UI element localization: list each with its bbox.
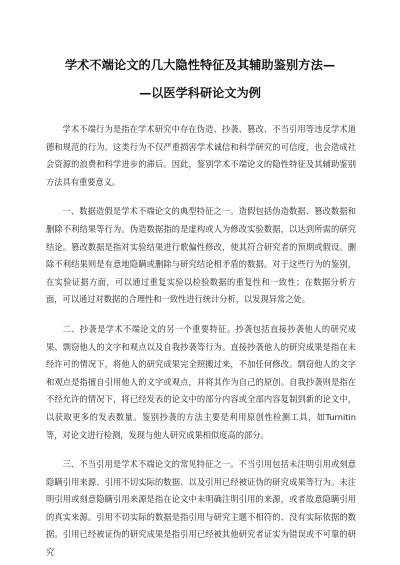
title-line-2: —以医学科研论文为例 bbox=[139, 86, 261, 100]
document-body bbox=[46, 121, 356, 562]
paragraph-improper-citation: 三、不当引用是学术不端论文的常见特征之一。不当引用包括未注明引用或刻意隐瞒引用来源、引用不切实际的数据、以及引用已经被证伪的研究成果等行为。未注明引用或刻意隐瞒引用来源是指在论文中未明确注明引用的来源，或者故意隐瞒引用的真实来源。引用不切实际的数据是指引用与研究主题不相符的、没有实际依据的数据。引用已经被证伪的研究成果是指引用已经被其他研究者证实为错误或不可靠的研究 bbox=[46, 459, 356, 558]
paragraph-plagiarism: 二、抄袭是学术不端论文的另一个重要特征。抄袭包括直接抄袭他人的研究成果、剽窃他人的文字和观点以及自我抄袭等行为。直接抄袭他人的研究成果是指在未经许可的情况下，将他人的研究成果完全照搬过来，不加任何修改。剽窃他人的文字和观点是指擅自引用他人的文字或观点，并将其作为自己的原创。自我抄袭则是指在不经允许的情况下，将已经发表的论文中的部分内容或全部内容复制到新的论文中，以获取更多的发表数量。鉴别抄袭的方法主要是利用原创性检测工具，如Turnitin 等，对论文进行检测，发现与他人研究成果相似度高的部分。 bbox=[46, 323, 356, 440]
paragraph-data-fabrication: 一、数据造假是学术不端论文的典型特征之一。造假包括伪造数据、篡改数据和删除不利结果等行为。伪造数据指的是虚构或人为修改实验数据，以达到所需的研究结论。篡改数据是指对实验结果进行歌偏性修改，使其符合研究者的预期或假设。删除不利结果则是有意地隐瞒或删除与研究结论相矛盾的数据。对于这些行为的鉴别，在实验证据方面，可以通过重复实验以检验数据的重复性和一致性；在数据分析方面，可以通过对数据的合理性和一致性进行统计分析，以发现异常之处。 bbox=[46, 206, 356, 305]
title-line-1: 学术不端论文的几大隐性特征及其辅助鉴别方法— bbox=[64, 58, 336, 72]
paragraph-intro: 学术不端行为是指在学术研究中存在伪造、抄袭、篡改、不当引用等违反学术道德和规范的行为。这类行为不仅严重损害学术诚信和科学研究的可信度，也会造成社会资源的浪费和科学进步的滞后。因此，鉴别学术不端论文的隐性特征及其辅助鉴别方法具有重要意义。 bbox=[46, 124, 356, 187]
